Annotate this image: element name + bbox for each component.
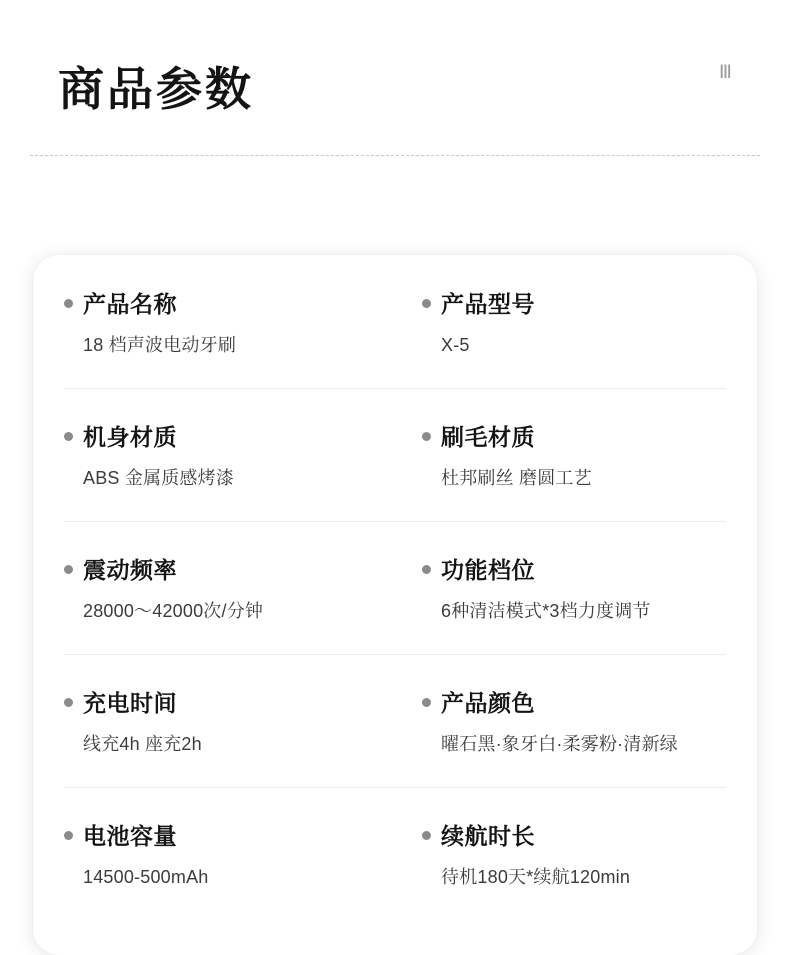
bullet-icon: [64, 299, 73, 308]
spec-item: [395, 787, 726, 920]
spec-label-text: 电池容量: [83, 823, 177, 849]
spec-label-text: 续航时长: [441, 823, 535, 849]
spec-label-text: 机身材质: [83, 424, 177, 450]
spec-value: 线充4h 座充2h: [83, 734, 202, 754]
bullet-icon: [64, 698, 73, 707]
spec-label-text: 充电时间: [83, 690, 177, 716]
page-title: 商品参数: [58, 63, 254, 115]
spec-label: [422, 289, 716, 319]
spec-label-text: 刷毛材质: [441, 424, 535, 450]
bullet-icon: [422, 698, 431, 707]
spec-item: [395, 654, 726, 787]
spec-label: [64, 821, 385, 851]
spec-label: [64, 688, 385, 718]
page-header: [0, 0, 790, 170]
spec-label: [64, 289, 385, 319]
spec-label-text: 功能档位: [441, 557, 535, 583]
spec-item: [395, 255, 726, 388]
bullet-icon: [422, 831, 431, 840]
spec-value: 杜邦刷丝 磨圆工艺: [441, 468, 592, 488]
spec-item: [64, 521, 395, 654]
spec-label: [64, 422, 385, 452]
table-row: [33, 255, 757, 388]
table-row: [33, 388, 757, 521]
bullet-icon: [422, 299, 431, 308]
spec-label: [422, 821, 716, 851]
bullet-icon: [64, 565, 73, 574]
spec-item: [64, 787, 395, 920]
spec-label: [422, 422, 716, 452]
spec-label-text: 产品名称: [83, 291, 177, 317]
spec-item: [395, 388, 726, 521]
spec-rows: [33, 255, 757, 920]
spec-item: [395, 521, 726, 654]
bullet-icon: [422, 565, 431, 574]
spec-item: [64, 654, 395, 787]
spec-label: [64, 555, 385, 585]
spec-item: [64, 255, 395, 388]
bullet-icon: [422, 432, 431, 441]
spec-value: 14500-500mAh: [83, 867, 209, 887]
table-row: [33, 654, 757, 787]
spec-label: [422, 555, 716, 585]
spec-value: 28000～42000次/分钟: [83, 601, 264, 621]
spec-value: 待机180天*续航120min: [441, 867, 631, 887]
spec-label: [422, 688, 716, 718]
table-row: [33, 521, 757, 654]
header-divider: [30, 155, 760, 156]
spec-card: [33, 255, 757, 955]
spec-value: ABS 金属质感烤漆: [83, 468, 235, 488]
spec-value: 18 档声波电动牙刷: [83, 335, 237, 355]
corner-mark-label: Ⅲ: [718, 62, 732, 83]
bullet-icon: [64, 831, 73, 840]
bullet-icon: [64, 432, 73, 441]
spec-value: 曜石黑·象牙白·柔雾粉·清新绿: [441, 734, 678, 754]
spec-label-text: 产品型号: [441, 291, 535, 317]
spec-item: [64, 388, 395, 521]
spec-label-text: 震动频率: [83, 557, 177, 583]
spec-value: 6种清洁模式*3档力度调节: [441, 601, 651, 621]
spec-label-text: 产品颜色: [441, 690, 535, 716]
spec-value: X-5: [441, 335, 470, 355]
table-row: [33, 787, 757, 920]
